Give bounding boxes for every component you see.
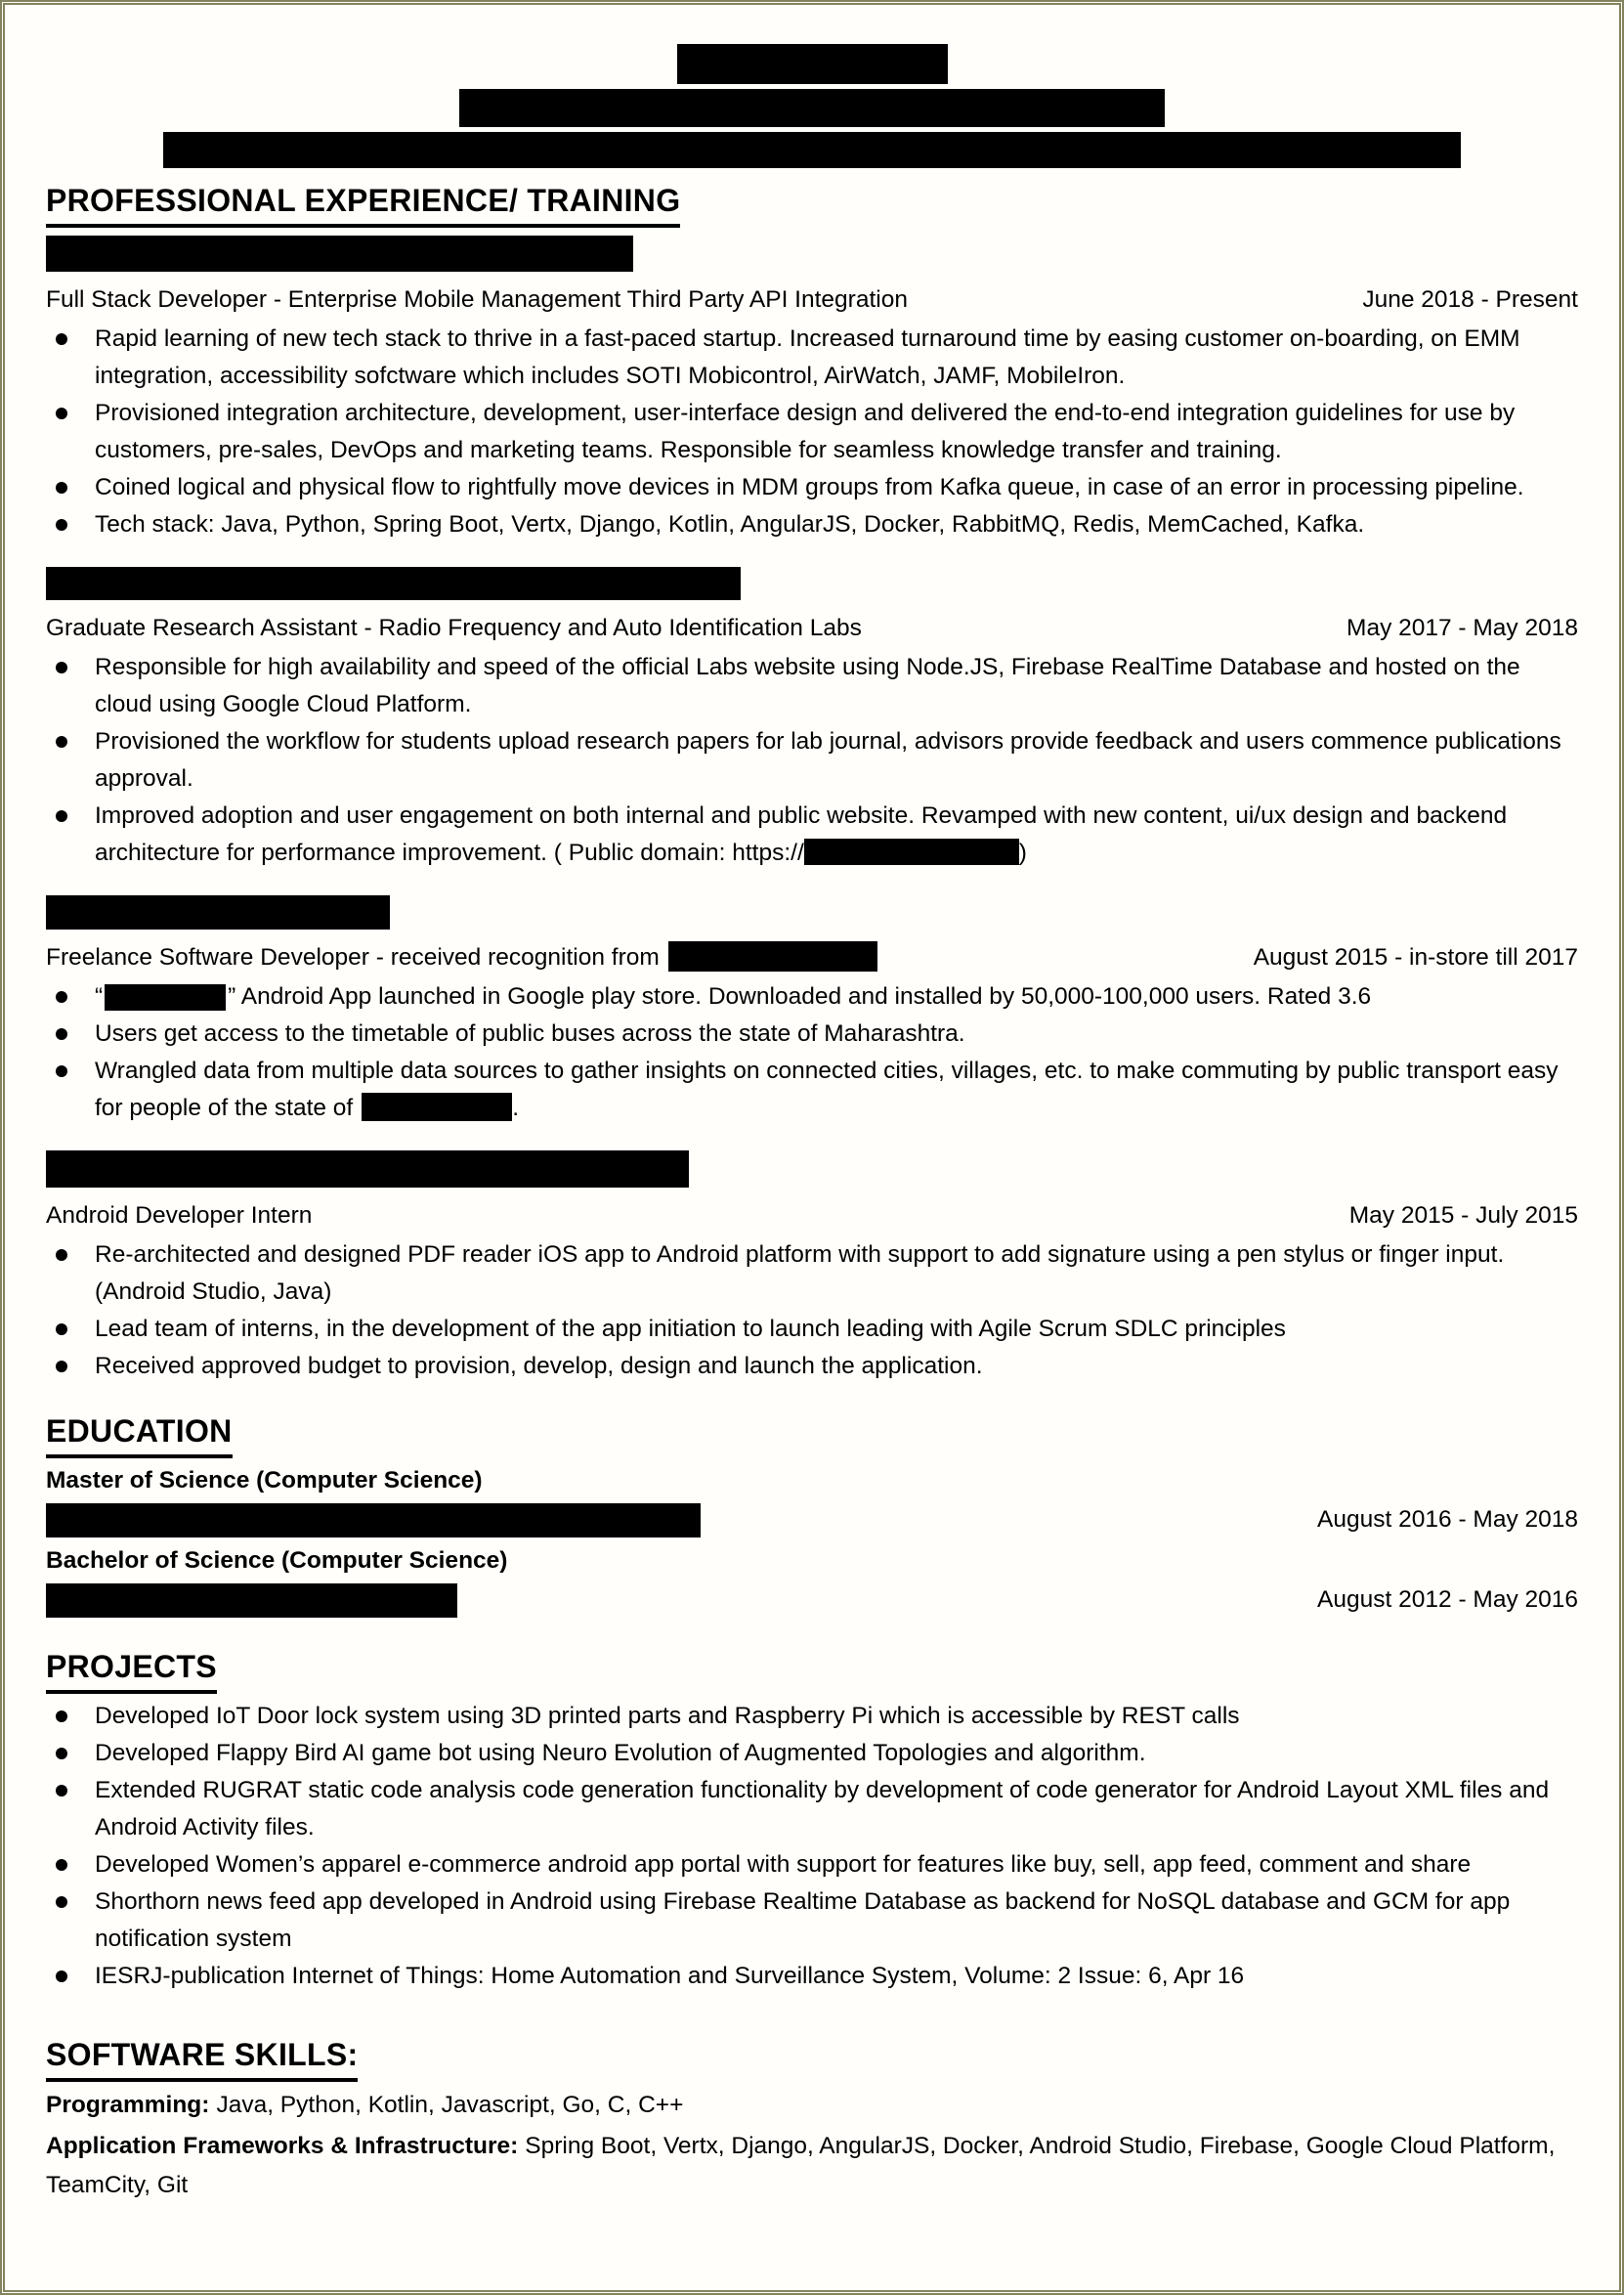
education-dates: August 2012 - May 2016: [1317, 1586, 1578, 1613]
list-item: [46, 506, 1578, 543]
job-dates: May 2015 - July 2015: [1348, 1202, 1578, 1229]
bullet-text-prefix: “: [95, 983, 104, 1010]
redacted-recognition-inline: [668, 941, 877, 972]
list-item: [46, 798, 1578, 872]
job-header: [46, 281, 1578, 319]
bullet-text-prefix: Wrangled data from multiple data sources to gather insights on connected cities, villages, etc. to make commuting by public transport easy for people of the state of: [95, 1058, 1559, 1121]
bullet-icon: [56, 1785, 67, 1797]
bullet-icon: [56, 482, 67, 494]
skills-heading-text: SOFTWARE SKILLS:: [46, 2034, 358, 2082]
list-item: [46, 395, 1578, 469]
bullet-text: [95, 978, 1578, 1016]
job-header: [46, 610, 1578, 647]
bullet-text: Provisioned integration architecture, development, user-interface design and delivered the end-to-end integration guidelines for use by customers, pre-sales, DevOps and marketing teams. Responsible for seamless knowledge transfer and training.: [95, 400, 1516, 463]
bullet-icon: [56, 408, 67, 419]
list-item: [46, 1772, 1578, 1846]
education-row: [46, 1501, 1578, 1538]
skills-value: Spring Boot, Vertx, Django, AngularJS, Docker, Android Studio, Firebase, Google Cloud Platform, TeamCity, Git: [46, 2133, 1556, 2198]
bullet-text: Re-architected and designed PDF reader iOS app to Android platform with support to add signature using a pen stylus or finger input. (Android Studio, Java): [95, 1241, 1505, 1305]
bullet-text: Rapid learning of new tech stack to thrive in a fast-paced startup. Increased turnaround time by easing customer on-boarding, on EMM integration, accessibility sofctware which includes SOTI Mobicontrol, AirWatch, JAMF, MobileIron.: [95, 325, 1520, 389]
redacted-school-bar: [46, 1583, 457, 1618]
list-item: [46, 1311, 1578, 1348]
bullet-text-prefix: Improved adoption and user engagement on both internal and public website. Revamped with new content, ui/ux design and backend architecture for performance improvement. ( Public domain: https://: [95, 802, 1508, 866]
list-item: [46, 978, 1578, 1016]
bullet-icon: [56, 662, 67, 673]
list-item: [46, 1236, 1578, 1311]
skills-label: Application Frameworks & Infrastructure:: [46, 2133, 519, 2159]
experience-section-heading: [46, 180, 1578, 228]
job-title: Full Stack Developer - Enterprise Mobile Management Third Party API Integration: [46, 286, 908, 313]
bullet-text: Extended RUGRAT static code analysis code generation functionality by development of code generator for Android Layout XML files and Android Activity files.: [95, 1777, 1550, 1840]
bullet-icon: [56, 333, 67, 345]
job-header: [46, 939, 1578, 976]
list-item: [46, 469, 1578, 506]
bullet-text: IESRJ-publication Internet of Things: Home Automation and Surveillance System, Volume: 2 Issue: 6, Apr 16: [95, 1963, 1245, 1989]
bullet-text: Developed Women’s apparel e-commerce android app portal with support for features like buy, sell, app feed, comment and share: [95, 1851, 1472, 1878]
education-section-heading: [46, 1410, 1578, 1458]
list-item: [46, 1053, 1578, 1127]
projects-section-heading: [46, 1646, 1578, 1694]
list-item: [46, 321, 1578, 395]
redacted-school-bar: [46, 1503, 701, 1537]
experience-heading-text: PROFESSIONAL EXPERIENCE/ TRAINING: [46, 180, 680, 228]
education-row: [46, 1581, 1578, 1619]
skills-label: Programming:: [46, 2092, 210, 2118]
job-dates: June 2018 - Present: [1362, 286, 1578, 313]
list-item: [46, 649, 1578, 723]
redacted-app-name-inline: [105, 984, 226, 1011]
job-title-prefix: Freelance Software Developer - received recognition from: [46, 944, 660, 971]
list-item: [46, 1884, 1578, 1958]
job-dates: August 2015 - in-store till 2017: [1253, 944, 1578, 971]
list-item: [46, 1348, 1578, 1385]
bullet-icon: [56, 519, 67, 531]
list-item: [46, 1698, 1578, 1735]
bullet-text: [95, 1053, 1578, 1127]
job-title: Graduate Research Assistant - Radio Frequency and Auto Identification Labs: [46, 615, 862, 641]
redacted-url-inline: [804, 839, 1019, 865]
bullet-text-suffix: ): [1018, 840, 1027, 866]
bullet-icon: [56, 1710, 67, 1722]
bullet-text: [95, 798, 1578, 872]
list-item: [46, 1846, 1578, 1884]
bullet-icon: [56, 1323, 67, 1335]
bullet-text: Users get access to the timetable of public buses across the state of Maharashtra.: [95, 1020, 965, 1047]
redacted-name-bar: [677, 44, 948, 84]
education-heading-text: EDUCATION: [46, 1410, 233, 1458]
job-title: Android Developer Intern: [46, 1202, 313, 1229]
list-item: [46, 723, 1578, 798]
bullet-text: Provisioned the workflow for students upload research papers for lab journal, advisors provide feedback and users commence publications approval.: [95, 728, 1561, 792]
bullet-icon: [56, 1859, 67, 1871]
education-degree: Bachelor of Science (Computer Science): [46, 1547, 508, 1574]
skills-value: Java, Python, Kotlin, Javascript, Go, C, C++: [216, 2092, 684, 2118]
job-bullet-list: [46, 978, 1578, 1127]
bullet-icon: [56, 1748, 67, 1759]
bullet-icon: [56, 1361, 67, 1372]
skills-frameworks-line: [46, 2127, 1578, 2205]
bullet-text-suffix: .: [512, 1095, 520, 1121]
education-degree: Master of Science (Computer Science): [46, 1467, 483, 1494]
job-bullet-list: [46, 649, 1578, 872]
redacted-company-bar: [46, 895, 390, 930]
bullet-text: Responsible for high availability and speed of the official Labs website using Node.JS, Firebase RealTime Database and hosted on the cloud using Google Cloud Platform.: [95, 654, 1520, 717]
bullet-icon: [56, 1249, 67, 1261]
bullet-icon: [56, 810, 67, 822]
bullet-icon: [56, 1065, 67, 1077]
list-item: [46, 1958, 1578, 1995]
bullet-text: Tech stack: Java, Python, Spring Boot, Vertx, Django, Kotlin, AngularJS, Docker, RabbitMQ, Redis, MemCached, Kafka.: [95, 511, 1365, 538]
redacted-company-bar: [46, 567, 741, 600]
skills-programming-line: [46, 2086, 1578, 2125]
bullet-text: Received approved budget to provision, develop, design and launch the application.: [95, 1353, 983, 1379]
education-dates: August 2016 - May 2018: [1317, 1506, 1578, 1533]
bullet-text: Shorthorn news feed app developed in Android using Firebase Realtime Database as backend for NoSQL database and GCM for app notification system: [95, 1888, 1511, 1952]
redacted-company-bar: [46, 1150, 689, 1188]
bullet-text: Developed IoT Door lock system using 3D printed parts and Raspberry Pi which is accessible by REST calls: [95, 1703, 1240, 1729]
job-bullet-list: [46, 1236, 1578, 1385]
bullet-text: Developed Flappy Bird AI game bot using Neuro Evolution of Augmented Topologies and algorithm.: [95, 1740, 1146, 1766]
list-item: [46, 1016, 1578, 1053]
projects-heading-text: PROJECTS: [46, 1646, 217, 1694]
job-dates: May 2017 - May 2018: [1346, 615, 1578, 641]
job-bullet-list: [46, 321, 1578, 543]
redacted-state-inline: [362, 1093, 512, 1121]
redacted-address-bar: [459, 89, 1165, 127]
bullet-icon: [56, 1970, 67, 1982]
bullet-icon: [56, 1028, 67, 1040]
bullet-text: Coined logical and physical flow to rightfully move devices in MDM groups from Kafka queue, in case of an error in processing pipeline.: [95, 474, 1524, 500]
projects-bullet-list: [46, 1698, 1578, 1995]
bullet-icon: [56, 991, 67, 1003]
bullet-text: Lead team of interns, in the development of the app initiation to launch leading with Agile Scrum SDLC principles: [95, 1316, 1286, 1342]
job-header: [46, 1197, 1578, 1234]
bullet-icon: [56, 736, 67, 748]
bullet-text-suffix: ” Android App launched in Google play store. Downloaded and installed by 50,000-100,000 users. Rated 3.6: [228, 983, 1372, 1010]
skills-section-heading: [46, 2034, 1578, 2082]
bullet-icon: [56, 1896, 67, 1908]
redacted-company-bar: [46, 236, 633, 272]
list-item: [46, 1735, 1578, 1772]
redacted-contact-bar: [163, 132, 1461, 168]
job-title: [46, 939, 1254, 976]
